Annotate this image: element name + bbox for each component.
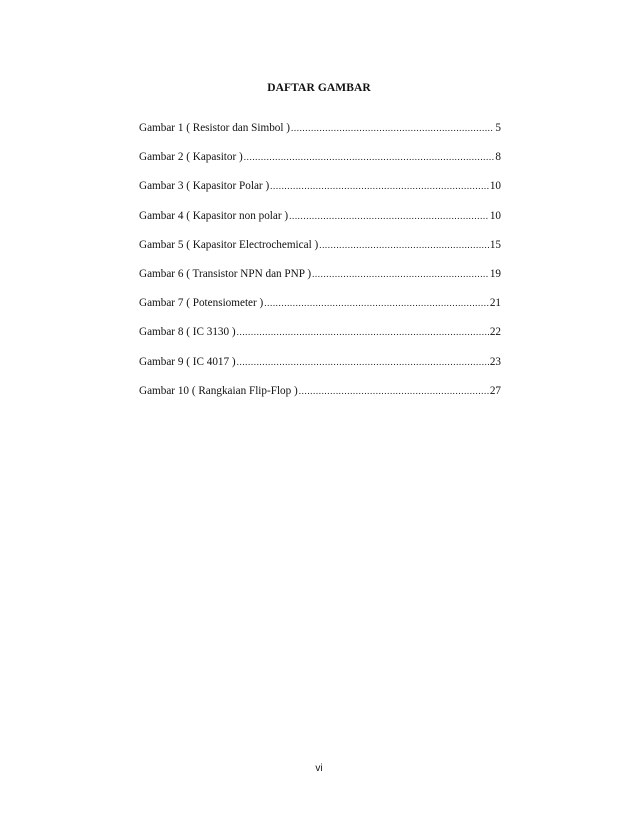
entry-page: 19 (489, 267, 501, 280)
entry-page: 8 (495, 151, 501, 164)
entry-label: Gambar 2 ( Kapasitor ) (139, 151, 243, 164)
list-item (139, 151, 501, 180)
page-title: DAFTAR GAMBAR (267, 82, 371, 94)
list-item (139, 268, 501, 297)
entry-page: 23 (489, 355, 501, 368)
entry-page: 10 (489, 180, 501, 193)
entry-page: 15 (489, 238, 501, 251)
entry-page: 5 (495, 122, 501, 134)
list-item (139, 210, 501, 239)
entry-page: 27 (489, 384, 501, 397)
dot-leader (299, 386, 489, 396)
list-item (139, 122, 501, 151)
dot-leader (264, 298, 489, 308)
entry-label: Gambar 7 ( Potensiometer ) (139, 297, 264, 310)
dot-leader (237, 327, 489, 337)
list-item (139, 239, 501, 268)
list-item (139, 385, 501, 414)
entry-page: 21 (489, 297, 501, 310)
entry-label: Gambar 1 ( Resistor dan Simbol ) (139, 122, 291, 134)
list-item (139, 180, 501, 209)
dot-leader (244, 152, 495, 162)
list-item (139, 356, 501, 385)
dot-leader (291, 123, 494, 133)
dot-leader (319, 240, 489, 250)
dot-leader (312, 269, 489, 279)
entry-label: Gambar 10 ( Rangkaian Flip-Flop ) (139, 384, 298, 397)
entry-label: Gambar 4 ( Kapasitor non polar ) (139, 209, 289, 222)
dot-leader (270, 181, 489, 191)
entry-label: Gambar 8 ( IC 3130 ) (139, 326, 236, 339)
list-item (139, 326, 501, 355)
dot-leader (237, 357, 489, 367)
entry-label: Gambar 5 ( Kapasitor Electrochemical ) (139, 238, 319, 251)
page-number: vi (315, 763, 323, 774)
figure-list (139, 122, 501, 414)
dot-leader (289, 211, 489, 221)
entry-label: Gambar 3 ( Kapasitor Polar ) (139, 180, 270, 193)
entry-label: Gambar 6 ( Transistor NPN dan PNP ) (139, 267, 312, 280)
list-item (139, 297, 501, 326)
entry-label: Gambar 9 ( IC 4017 ) (139, 355, 236, 368)
entry-page: 10 (489, 209, 501, 222)
entry-page: 22 (489, 326, 501, 339)
